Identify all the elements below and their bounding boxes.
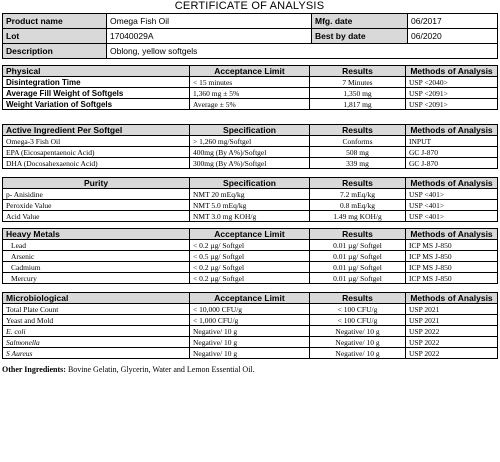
physical-test: Average Fill Weight of Softgels xyxy=(3,88,190,99)
product-name-label: Product name xyxy=(3,14,107,29)
table-row xyxy=(3,348,498,359)
micro-header-limit: Acceptance Limit xyxy=(190,293,310,304)
micro-method: USP 2022 xyxy=(406,348,498,359)
metal-result: 0.01 µg/ Softgel xyxy=(310,251,406,262)
mfg-date-label: Mfg. date xyxy=(312,14,408,29)
physical-header xyxy=(3,66,498,77)
micro-method: USP 2021 xyxy=(406,315,498,326)
physical-limit: < 15 minutes xyxy=(190,77,310,88)
physical-test: Disintegration Time xyxy=(3,77,190,88)
lot-row xyxy=(3,29,498,44)
metal-method: ICP MS J-850 xyxy=(406,240,498,251)
active-header-ingredient: Active Ingredient Per Softgel xyxy=(3,125,190,136)
active-spec: 300mg (By A%)/Softgel xyxy=(190,158,310,169)
micro-result: < 100 CFU/g xyxy=(310,315,406,326)
physical-limit: Average ± 5% xyxy=(190,99,310,110)
micro-limit: Negative/ 10 g xyxy=(190,348,310,359)
physical-method: USP <2091> xyxy=(406,99,498,110)
table-row xyxy=(3,189,498,200)
active-method: INPUT xyxy=(406,136,498,147)
purity-test: p- Anisidine xyxy=(3,189,190,200)
micro-method: USP 2022 xyxy=(406,326,498,337)
description-row xyxy=(3,44,498,59)
table-row xyxy=(3,262,498,273)
purity-method: USP <401> xyxy=(406,211,498,222)
physical-table xyxy=(2,65,498,110)
micro-header-method: Methods of Analysis xyxy=(406,293,498,304)
other-ingredients-label: Other Ingredients: xyxy=(2,365,66,374)
purity-method: USP <401> xyxy=(406,189,498,200)
micro-result: Negative/ 10 g xyxy=(310,326,406,337)
micro-limit: Negative/ 10 g xyxy=(190,337,310,348)
purity-result: 7.2 mEq/kg xyxy=(310,189,406,200)
table-row xyxy=(3,147,498,158)
metal-limit: < 0.2 µg/ Softgel xyxy=(190,273,310,284)
purity-header-results: Results xyxy=(310,178,406,189)
physical-test: Weight Variation of Softgels xyxy=(3,99,190,110)
metals-header xyxy=(3,229,498,240)
description-label: Description xyxy=(3,44,107,59)
active-spec: > 1,260 mg/Softgel xyxy=(190,136,310,147)
mfg-date-value: 06/2017 xyxy=(408,14,498,29)
active-method: GC J-870 xyxy=(406,158,498,169)
document-title: CERTIFICATE OF ANALYSIS xyxy=(174,0,325,12)
micro-header-test: Microbiological xyxy=(3,293,190,304)
table-row xyxy=(3,158,498,169)
purity-table xyxy=(2,177,498,222)
active-result: Conforms xyxy=(310,136,406,147)
purity-result: 0.8 mEq/kg xyxy=(310,200,406,211)
physical-result: 7 Minutes xyxy=(310,77,406,88)
purity-header-spec: Specification xyxy=(190,178,310,189)
micro-method: USP 2022 xyxy=(406,337,498,348)
purity-header-method: Methods of Analysis xyxy=(406,178,498,189)
purity-spec: NMT 20 mEq/kg xyxy=(190,189,310,200)
table-row xyxy=(3,99,498,110)
table-row xyxy=(3,211,498,222)
active-ingredient-table xyxy=(2,124,498,169)
micro-test: Total Plate Count xyxy=(3,304,190,315)
active-method: GC J-870 xyxy=(406,147,498,158)
table-row xyxy=(3,315,498,326)
metal-result: 0.01 µg/ Softgel xyxy=(310,273,406,284)
metal-limit: < 0.5 µg/ Softgel xyxy=(190,251,310,262)
physical-header-results: Results xyxy=(310,66,406,77)
physical-limit: 1,360 mg ± 5% xyxy=(190,88,310,99)
metals-header-limit: Acceptance Limit xyxy=(190,229,310,240)
micro-header xyxy=(3,293,498,304)
micro-limit: < 10,000 CFU/g xyxy=(190,304,310,315)
metal-name: Lead xyxy=(3,240,190,251)
table-row xyxy=(3,326,498,337)
micro-result: Negative/ 10 g xyxy=(310,348,406,359)
spacer xyxy=(2,110,497,124)
purity-result: 1.49 mg KOH/g xyxy=(310,211,406,222)
purity-spec: NMT 5.0 mEq/kg xyxy=(190,200,310,211)
micro-test: E. coli xyxy=(3,326,190,337)
micro-method: USP 2021 xyxy=(406,304,498,315)
physical-method: USP <2040> xyxy=(406,77,498,88)
table-row xyxy=(3,240,498,251)
spacer xyxy=(2,284,497,292)
active-ingredient: DHA (Docosahexaenoic Acid) xyxy=(3,158,190,169)
metal-method: ICP MS J-850 xyxy=(406,262,498,273)
purity-method: USP <401> xyxy=(406,200,498,211)
active-ingredient: EPA (Eicosapentaenoic Acid) xyxy=(3,147,190,158)
table-row xyxy=(3,251,498,262)
physical-result: 1,817 mg xyxy=(310,99,406,110)
active-header-results: Results xyxy=(310,125,406,136)
metal-name: Cadmium xyxy=(3,262,190,273)
product-row xyxy=(3,14,498,29)
certificate-page xyxy=(2,0,497,374)
metal-result: 0.01 µg/ Softgel xyxy=(310,240,406,251)
active-header xyxy=(3,125,498,136)
physical-method: USP <2091> xyxy=(406,88,498,99)
metals-header-method: Methods of Analysis xyxy=(406,229,498,240)
micro-header-results: Results xyxy=(310,293,406,304)
table-row xyxy=(3,200,498,211)
table-row xyxy=(3,304,498,315)
metals-header-results: Results xyxy=(310,229,406,240)
other-ingredients-text: Bovine Gelatin, Glycerin, Water and Lemon Essential Oil. xyxy=(67,365,255,374)
micro-test: Salmonella xyxy=(3,337,190,348)
physical-header-method: Methods of Analysis xyxy=(406,66,498,77)
product-name-value: Omega Fish Oil xyxy=(107,14,312,29)
active-spec: 400mg (By A%)/Softgel xyxy=(190,147,310,158)
physical-header-limit: Acceptance Limit xyxy=(190,66,310,77)
purity-header xyxy=(3,178,498,189)
lot-label: Lot xyxy=(3,29,107,44)
other-ingredients xyxy=(2,365,497,374)
metal-name: Arsenic xyxy=(3,251,190,262)
active-result: 508 mg xyxy=(310,147,406,158)
micro-test: Yeast and Mold xyxy=(3,315,190,326)
purity-test: Peroxide Value xyxy=(3,200,190,211)
spacer xyxy=(2,169,497,177)
description-value: Oblong, yellow softgels xyxy=(107,44,498,59)
physical-result: 1,350 mg xyxy=(310,88,406,99)
product-info-table xyxy=(2,13,498,59)
best-by-label: Best by date xyxy=(312,29,408,44)
metal-result: 0.01 µg/ Softgel xyxy=(310,262,406,273)
micro-limit: < 1,000 CFU/g xyxy=(190,315,310,326)
micro-result: < 100 CFU/g xyxy=(310,304,406,315)
metal-limit: < 0.2 µg/ Softgel xyxy=(190,262,310,273)
table-row xyxy=(3,88,498,99)
metal-name: Mercury xyxy=(3,273,190,284)
table-row xyxy=(3,77,498,88)
physical-header-test: Physical xyxy=(3,66,190,77)
purity-spec: NMT 3.0 mg KOH/g xyxy=(190,211,310,222)
active-result: 339 mg xyxy=(310,158,406,169)
micro-result: Negative/ 10 g xyxy=(310,337,406,348)
active-header-method: Methods of Analysis xyxy=(406,125,498,136)
heavy-metals-table xyxy=(2,228,498,284)
purity-header-test: Purity xyxy=(3,178,190,189)
metals-header-test: Heavy Metals xyxy=(3,229,190,240)
active-header-spec: Specification xyxy=(190,125,310,136)
micro-test: S Aureus xyxy=(3,348,190,359)
table-row xyxy=(3,136,498,147)
lot-value: 17040029A xyxy=(107,29,312,44)
microbiological-table xyxy=(2,292,498,359)
table-row xyxy=(3,337,498,348)
table-row xyxy=(3,273,498,284)
metal-limit: < 0.2 µg/ Softgel xyxy=(190,240,310,251)
micro-limit: Negative/ 10 g xyxy=(190,326,310,337)
metal-method: ICP MS J-850 xyxy=(406,251,498,262)
best-by-value: 06/2020 xyxy=(408,29,498,44)
active-ingredient: Omega-3 Fish Oil xyxy=(3,136,190,147)
metal-method: ICP MS J-850 xyxy=(406,273,498,284)
purity-test: Acid Value xyxy=(3,211,190,222)
